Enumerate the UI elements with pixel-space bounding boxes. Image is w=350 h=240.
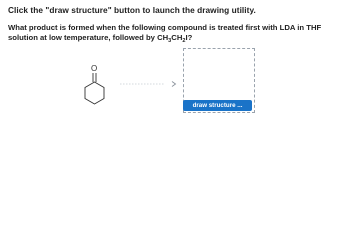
arrow-head-icon <box>172 82 176 87</box>
question-text <box>8 23 344 43</box>
question-text-part-1: What product is formed when the following compound is treated first with LDA in THF solution at low temperature, followed by CH <box>8 23 322 42</box>
question-subscript-1: 3 <box>168 37 172 44</box>
question-text-part-3: I? <box>185 33 193 42</box>
instruction-text: Click the "draw structure" button to launch the drawing utility. <box>8 5 256 15</box>
reaction-arrow <box>120 80 180 88</box>
cyclohexane-ring <box>85 82 104 104</box>
question-text-part-2: CH <box>171 33 183 42</box>
cyclohexanone-structure <box>76 64 116 112</box>
question-subscript-2: 2 <box>182 37 186 44</box>
oxygen-atom-label: O <box>91 64 98 73</box>
draw-structure-button[interactable]: draw structure ... <box>183 100 252 111</box>
